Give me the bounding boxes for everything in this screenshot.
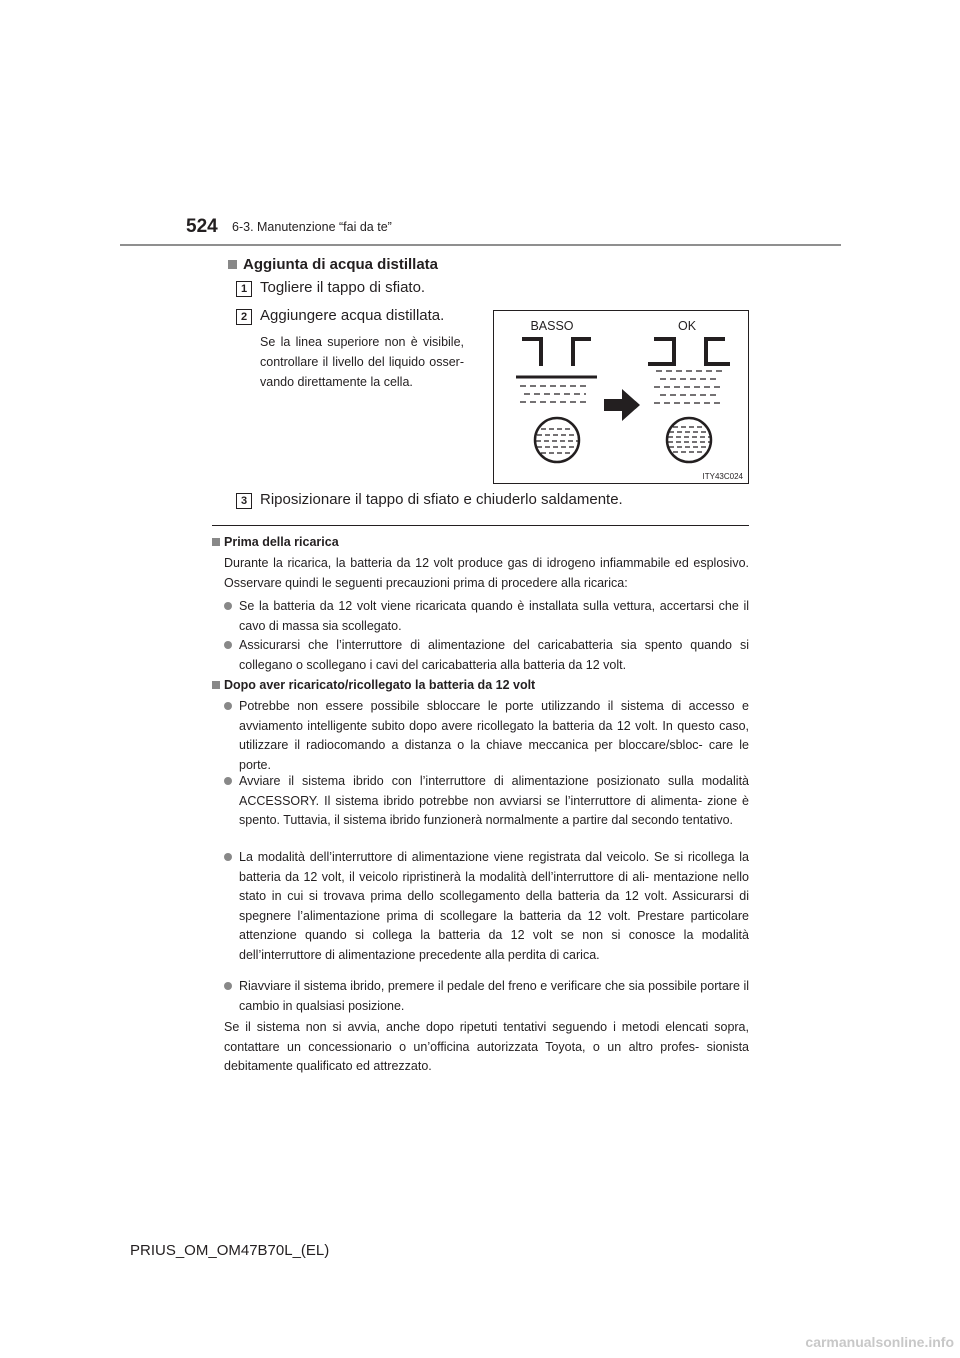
bullet-text: Assicurarsi che l’interruttore di alimentazione del caricabatteria sia spento quando si collegano o scollegano i cavi del caricabatteria alla batteria da 12 volt. xyxy=(239,638,749,672)
bullet-dot-icon xyxy=(224,641,232,649)
list-item xyxy=(224,848,749,965)
bullet-text: Avviare il sistema ibrido con l’interruttore di alimentazione posizionato sulla modalità ACCESSORY. Il sistema ibrido potrebbe non avviarsi se l’interruttore di alimenta- zione è spento. Tuttavia, il sistema ibrido funzionerà normalmente a partire dal secondo tentativo. xyxy=(239,774,749,827)
section-title: 6-3. Manutenzione “fai da te” xyxy=(232,220,392,234)
list-item xyxy=(224,597,749,636)
list-item xyxy=(224,697,749,775)
after-charge-heading xyxy=(212,678,535,692)
watermark: carmanualsonline.info xyxy=(805,1334,954,1350)
list-item xyxy=(224,636,749,675)
square-bullet-icon xyxy=(212,681,220,689)
section-divider xyxy=(212,525,749,526)
battery-level-figure xyxy=(493,310,749,484)
bullet-dot-icon xyxy=(224,602,232,610)
bullet-text: La modalità dell’interruttore di alimentazione viene registrata dal veicolo. Se si ricollega la batteria da 12 volt, il veicolo ripristinerà la modalità dell’interruttore di ali- mentazione nello stato in cui si trovava prima dello scollegamento della batteria da 12 volt. Assicurarsi di spegnere l’alimentazione prima di scollegare la batteria da 12 volt. Prestare particolare attenzione quando si collega la batteria da 12 volt se non si conosce la modalità dell’interruttore di alimentazione precedente alla perdita di carica. xyxy=(239,850,749,962)
square-bullet-icon xyxy=(228,260,237,269)
arrow-right-icon xyxy=(604,389,640,421)
cell-low-icon xyxy=(516,339,597,462)
bullet-dot-icon xyxy=(224,853,232,861)
page-number: 524 xyxy=(186,216,218,237)
step-number-2: 2 xyxy=(236,309,252,325)
figure-code: ITY43C024 xyxy=(702,472,743,481)
label-low: BASSO xyxy=(530,319,574,333)
step-number-3: 3 xyxy=(236,493,252,509)
label-ok: OK xyxy=(677,319,697,333)
before-charge-heading xyxy=(212,535,339,549)
step-note: Se la linea superiore non è visibile, controllare il livello del liquido osser- vando direttamente la cella. xyxy=(260,335,464,389)
procedure-title xyxy=(228,256,438,273)
cell-ok-icon xyxy=(648,339,730,462)
procedure-title-text: Aggiunta di acqua distillata xyxy=(243,256,439,273)
bullet-dot-icon xyxy=(224,702,232,710)
document-code: PRIUS_OM_OM47B70L_(EL) xyxy=(130,1242,330,1259)
bullet-text: Se la batteria da 12 volt viene ricaricata quando è installata sulla vettura, accertarsi che il cavo di massa sia scollegato. xyxy=(239,599,749,633)
bullet-text: Potrebbe non essere possibile sbloccare le porte utilizzando il sistema di accesso e avviamento intelligente subito dopo avere ricollegato la batteria da 12 volt. In questo caso, utilizzare il radiocomando a distanza o la chiave meccanica per bloccare/sbloc- care le porte. xyxy=(239,699,749,772)
bullet-dot-icon xyxy=(224,982,232,990)
step-text-2: Aggiungere acqua distillata. xyxy=(260,307,445,324)
after-charge-heading-text: Dopo aver ricaricato/ricollegato la batteria da 12 volt xyxy=(224,678,536,692)
before-charge-heading-text: Prima della ricarica xyxy=(224,535,339,549)
list-item xyxy=(224,977,749,1016)
closing-text: Se il sistema non si avvia, anche dopo ripetuti tentativi seguendo i metodi elencati sopra, contattare un concessionario o un’officina autorizzata Toyota, o un altro profes- sionista debitamente qualificato ed attrezzato. xyxy=(224,1020,749,1073)
step-number-1: 1 xyxy=(236,281,252,297)
before-charge-text: Durante la ricarica, la batteria da 12 volt produce gas di idrogeno infiammabile ed esplosivo. Osservare quindi le seguenti precauzioni prima di procedere alla ricarica: xyxy=(224,556,749,590)
list-item xyxy=(224,772,749,831)
square-bullet-icon xyxy=(212,538,220,546)
step-text-3: Riposizionare il tappo di sfiato e chiuderlo saldamente. xyxy=(260,491,623,508)
bullet-dot-icon xyxy=(224,777,232,785)
step-text-1: Togliere il tappo di sfiato. xyxy=(260,279,426,296)
bullet-text: Riavviare il sistema ibrido, premere il pedale del freno e verificare che sia possibile portare il cambio in qualsiasi posizione. xyxy=(239,979,749,1013)
header-divider xyxy=(120,244,841,246)
